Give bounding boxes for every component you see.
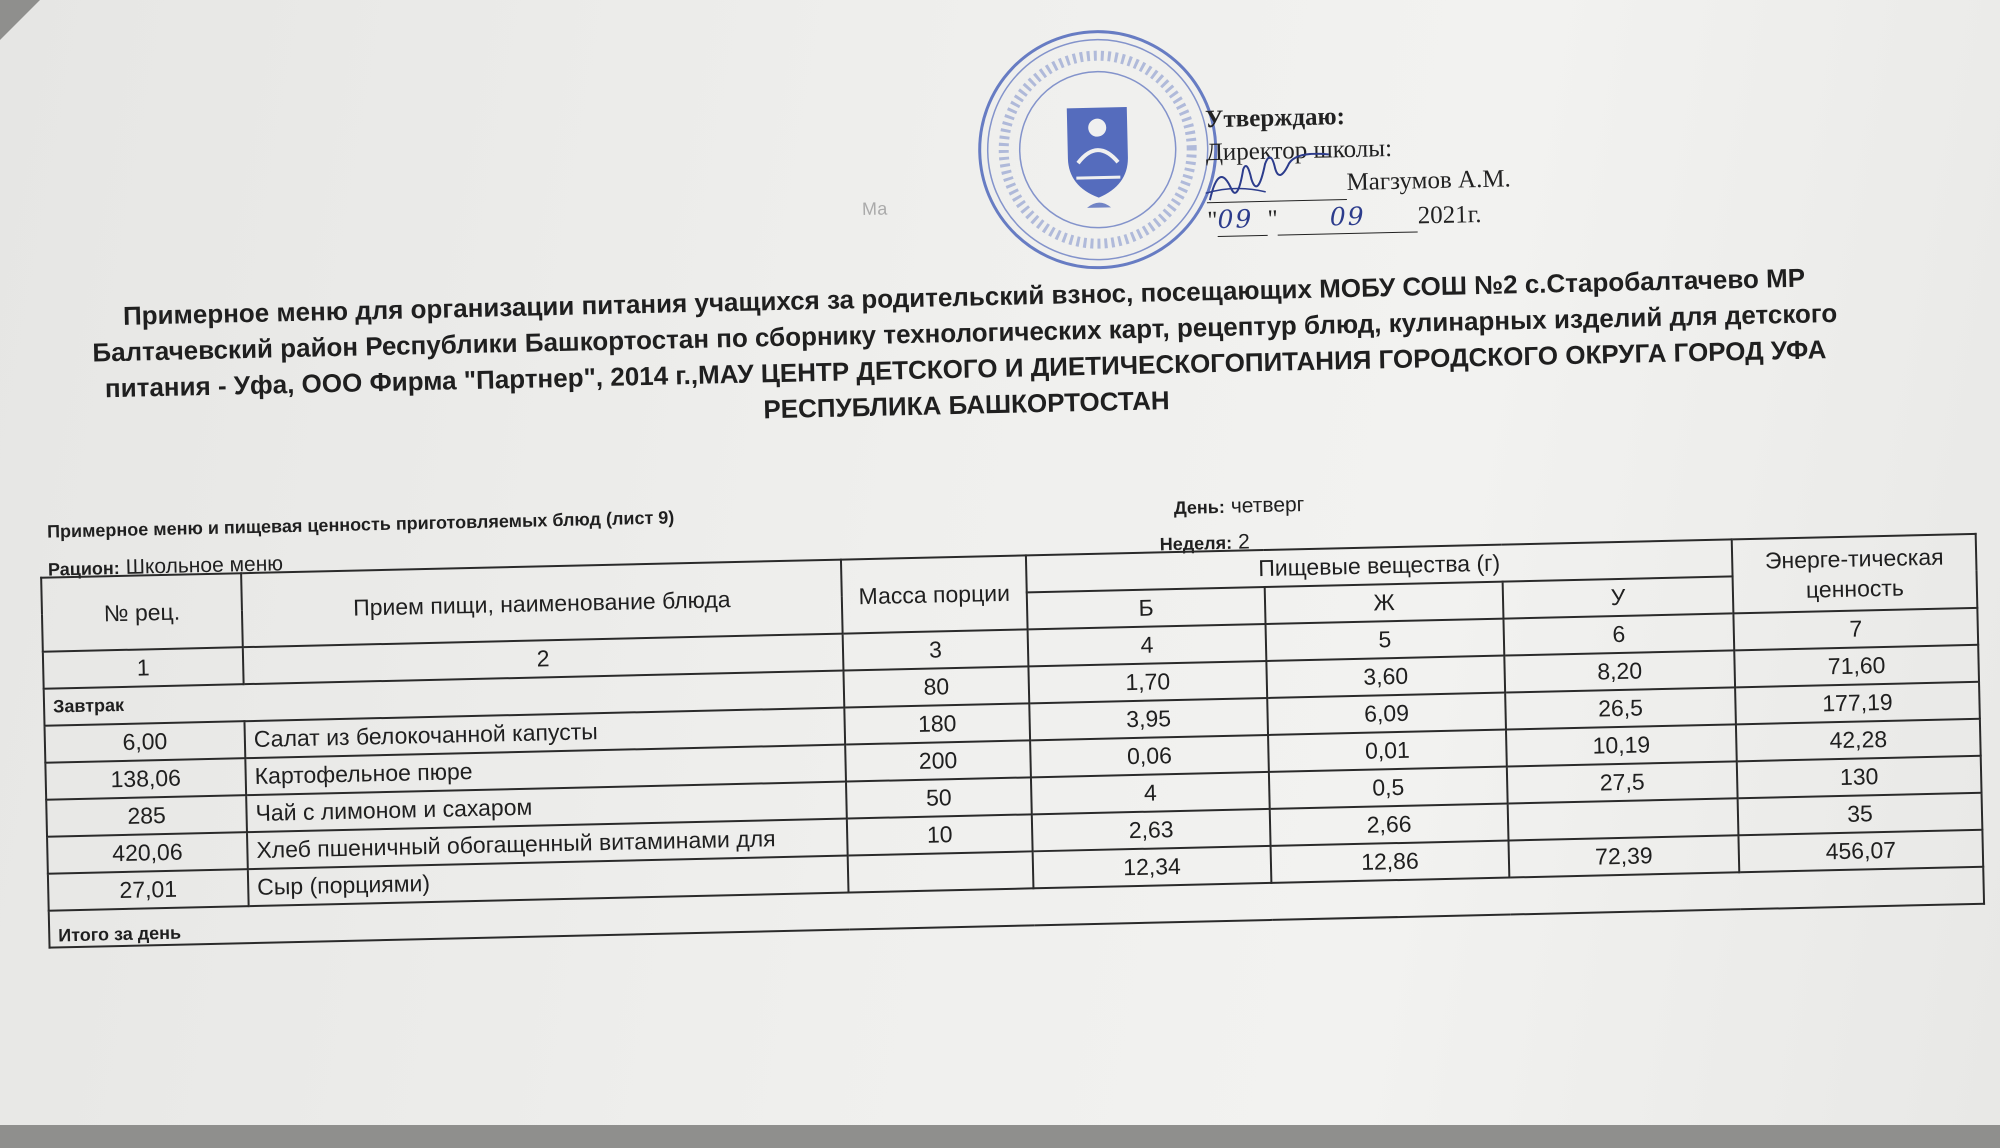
cell-fat: 12,86 (1271, 841, 1510, 883)
date-month: 09 (1277, 198, 1418, 235)
cell-energy: 177,19 (1735, 682, 1980, 725)
cell-rec: 138,06 (45, 758, 246, 800)
header-energy: Энерге-тическая ценность (1732, 534, 1978, 614)
cell-carbs: 10,19 (1506, 724, 1737, 766)
cell-energy: 35 (1738, 793, 1983, 836)
cell-carbs: 26,5 (1505, 687, 1736, 729)
approve-label: Утверждаю: (1204, 103, 1346, 134)
handwritten-signature (1199, 152, 1350, 215)
cell-mass: 200 (845, 740, 1031, 781)
header-protein: Б (1027, 587, 1266, 629)
ration-label: Рацион: (47, 557, 120, 580)
cell-energy: 71,60 (1734, 645, 1979, 688)
section-breakfast: Завтрак (44, 671, 845, 726)
day-info (1174, 493, 1305, 520)
cell-fat: 3,60 (1266, 656, 1505, 698)
director-name: Магзумов А.М. (1346, 165, 1512, 197)
cell-name: Хлеб пшеничный обогащенный витаминами для (247, 819, 848, 870)
cell-protein: 12,34 (1033, 846, 1272, 888)
official-stamp (973, 25, 1223, 275)
cell-protein: 2,63 (1032, 809, 1271, 851)
col-number: 7 (1733, 608, 1978, 651)
header-carbs: У (1503, 576, 1734, 618)
header-rec: № рец. (41, 573, 243, 652)
sheet-label: Примерное меню и пищевая ценность приготовляемых блюд (лист 9) (46, 507, 675, 542)
col-number: 6 (1503, 613, 1734, 655)
cell-mass: 180 (844, 703, 1030, 744)
cell-name: Сыр (порциями) (248, 856, 849, 907)
menu-table (40, 533, 1985, 949)
cell-mass: 80 (843, 666, 1029, 707)
week-value: 2 (1237, 530, 1250, 554)
week-label: Неделя: (1159, 532, 1233, 555)
cell-protein: 0,06 (1030, 735, 1269, 777)
col-number: 3 (843, 629, 1029, 670)
day-value: четверг (1230, 493, 1305, 518)
cell-name: Картофельное пюре (245, 745, 846, 796)
cell-protein: 4 (1031, 772, 1270, 814)
cell-rec: 27,01 (48, 869, 249, 911)
cell-carbs: 27,5 (1507, 761, 1738, 803)
header-nutrients: Пищевые вещества (г) (1026, 539, 1733, 592)
cell-energy: 130 (1737, 756, 1982, 799)
col-number: 4 (1028, 624, 1267, 666)
cell-rec: 420,06 (47, 832, 248, 874)
cell-name: Салат из белокочанной капусты (244, 708, 845, 759)
cell-name: Чай с лимоном и сахаром (246, 782, 847, 833)
cell-protein: 3,95 (1029, 698, 1268, 740)
header-mass: Масса порции (841, 555, 1028, 633)
date-day: 09 (1217, 202, 1268, 237)
cell-fat: 0,01 (1268, 730, 1507, 772)
col-number: 5 (1266, 619, 1505, 661)
cell-protein: 1,70 (1028, 661, 1267, 703)
total-label: Итого за день (49, 867, 1984, 948)
cell-energy: 42,28 (1736, 719, 1981, 762)
cell-carbs: 8,20 (1504, 650, 1735, 692)
ration-value: Школьное меню (125, 552, 284, 579)
cell-mass (848, 851, 1034, 892)
cell-carbs (1508, 798, 1739, 840)
header-fat: Ж (1265, 582, 1504, 624)
cell-mass: 10 (847, 814, 1033, 855)
faint-text: Ма (861, 198, 888, 220)
day-label: День: (1173, 496, 1226, 519)
cell-fat: 0,5 (1269, 767, 1508, 809)
cell-mass: 50 (846, 777, 1032, 818)
cell-fat: 2,66 (1270, 804, 1509, 846)
cell-rec: 6,00 (45, 721, 246, 763)
date-year: 2021г. (1417, 200, 1482, 230)
approval-date: "09 " 09 2021г. (1207, 196, 1512, 237)
col-number: 2 (243, 634, 844, 685)
page-title: Примерное меню для организации питания учащихся за родительский взнос, посещающих МОБУ СОШ №2 с.Старобалтачево МР Балтачевский район Республики Башкортостан по сборнику технологических карт, рецептур блюд, кулинарных изделий для детского питания - Уфа, ООО Фирма "Партнер", 2014 г.,МАУ ЦЕНТР ДЕТСКОГО И ДИЕТИЧЕСКОГОПИТАНИЯ ГОРОДСКОГО ОКРУГА ГОРОД УФА РЕСПУБЛИКА БАШКОРТОСТАН (92, 262, 1838, 425)
director-position: Директор школы: (1205, 135, 1393, 167)
cell-rec: 285 (46, 795, 247, 837)
cell-fat: 6,09 (1267, 693, 1506, 735)
header-meal: Прием пищи, наименование блюда (241, 560, 843, 648)
cell-carbs: 72,39 (1508, 835, 1739, 877)
cell-energy: 456,07 (1738, 830, 1983, 873)
col-number: 1 (43, 647, 244, 689)
